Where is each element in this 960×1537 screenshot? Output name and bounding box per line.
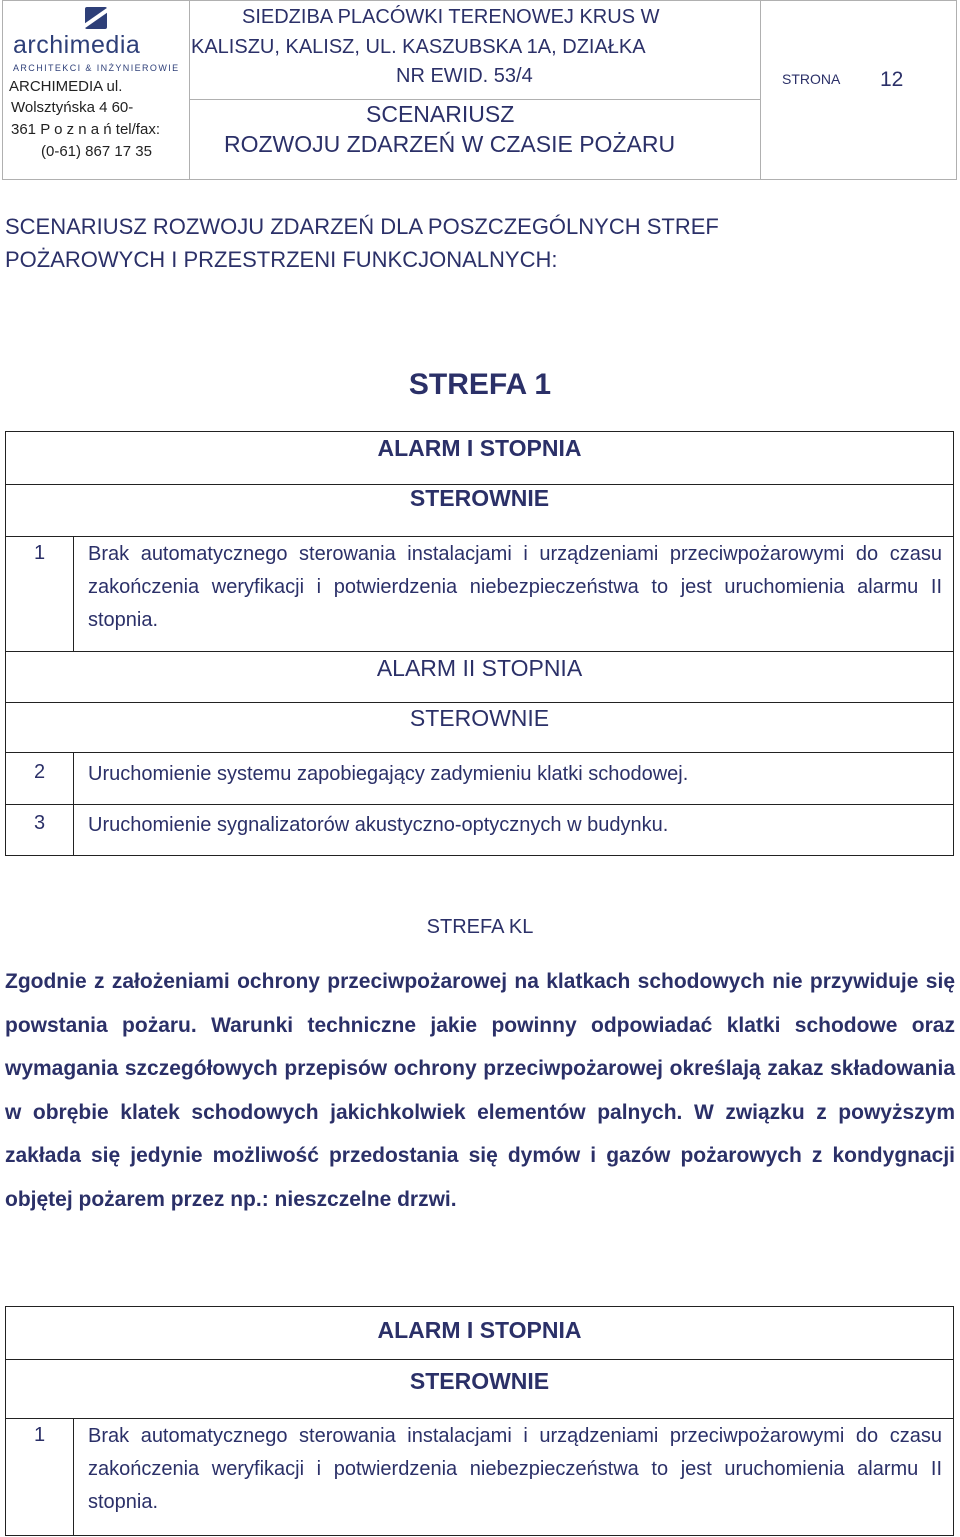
page-cell <box>760 1 956 179</box>
control-1-row <box>6 1360 953 1419</box>
alarm-2-heading: ALARM II STOPNIA <box>376 655 583 681</box>
item-number: 2 <box>6 753 74 804</box>
item-number: 1 <box>6 537 74 651</box>
address-line-2: Wolsztyńska 4 60- <box>11 99 134 116</box>
page-label: STRONA <box>782 71 841 87</box>
company-cell <box>3 1 190 179</box>
location-line-1: SIEDZIBA PLACÓWKI TERENOWEJ KRUS W <box>242 6 660 28</box>
zone-kl-title: STREFA KL <box>426 916 534 938</box>
alarm-1-row <box>6 1307 953 1360</box>
table-row <box>6 1419 953 1535</box>
table-row <box>6 805 953 855</box>
zone-kl-paragraph: Zgodnie z założeniami ochrony przeciwpożarowej na klatkach schodowych nie przywiduje się powstania pożaru. Warunki techniczne jakie powinny odpowiadać klatki schodowe oraz wymagania szczegółowych przepisów ochrony przeciwpożarowej określają zakaz składowania w obrębie klatek schodowych jakichkolwiek elementów palnych. W związku z powyższym zakłada się jedynie możliwość przedostania się dymów i gazów pożarowych z kondygnacji objętej pożarem przez np.: nieszczelne drzwi. <box>5 970 955 1211</box>
section-heading-line-1: SCENARIUSZ ROZWOJU ZDARZEŃ DLA POSZCZEGÓLNYCH STREF <box>5 214 719 239</box>
item-text: Uruchomienie systemu zapobiegający zadymieniu klatki schodowej. <box>88 763 689 785</box>
control-1-heading: STEROWNIE <box>409 485 550 511</box>
address-line-4: (0-61) 867 17 35 <box>41 143 152 160</box>
doc-title-line-2: ROZWOJU ZDARZEŃ W CZASIE POŻARU <box>224 131 676 157</box>
section-heading-line-2: POŻAROWYCH I PRZESTRZENI FUNKCJONALNYCH: <box>5 247 558 272</box>
control-2-row <box>6 703 953 753</box>
zone-1-title: STREFA 1 <box>408 368 552 401</box>
location-line-3: NR EWID. 53/4 <box>396 65 533 87</box>
control-1-row <box>6 485 953 537</box>
alarm-1-row <box>6 432 953 485</box>
page-number: 12 <box>880 68 904 91</box>
zone-kl-alarm-table <box>5 1306 954 1536</box>
item-text: Brak automatycznego sterowania instalacjami i urządzeniami przeciwpożarowymi do czasu zakończenia weryfikacji i potwierdzenia niebezpieczeństwa to jest uruchomienia alarmu II stopnia. <box>88 543 942 631</box>
alarm-1-heading: ALARM I STOPNIA <box>377 1317 582 1343</box>
alarm-1-heading: ALARM I STOPNIA <box>377 435 582 461</box>
table-row <box>6 537 953 652</box>
address-line-3: 361 P o z n a ń tel/fax: <box>11 121 160 138</box>
location-cell <box>189 1 760 100</box>
location-line-2: KALISZU, KALISZ, UL. KASZUBSKA 1A, DZIAŁKA <box>191 36 646 58</box>
zone-1-alarm-table <box>5 431 954 856</box>
doc-title-line-1: SCENARIUSZ <box>366 101 515 127</box>
item-number: 1 <box>6 1419 74 1535</box>
control-2-heading: STEROWNIE <box>409 705 550 731</box>
item-number: 3 <box>6 805 74 855</box>
address-line-1: ARCHIMEDIA ul. <box>9 78 123 95</box>
logo-subtitle: ARCHITEKCI & INŻYNIEROWIE <box>13 63 180 73</box>
logo-text: archimedia <box>13 31 141 59</box>
alarm-2-row <box>6 652 953 703</box>
control-1-heading: STEROWNIE <box>409 1368 550 1394</box>
table-row <box>6 753 953 805</box>
document-header <box>2 0 957 180</box>
archimedia-logo-icon <box>85 7 107 29</box>
title-cell <box>189 1 761 179</box>
item-text: Brak automatycznego sterowania instalacjami i urządzeniami przeciwpożarowymi do czasu zakończenia weryfikacji i potwierdzenia niebezpieczeństwa to jest uruchomienia alarmu II stopnia. <box>88 1425 942 1513</box>
item-text: Uruchomienie sygnalizatorów akustyczno-optycznych w budynku. <box>88 814 669 836</box>
